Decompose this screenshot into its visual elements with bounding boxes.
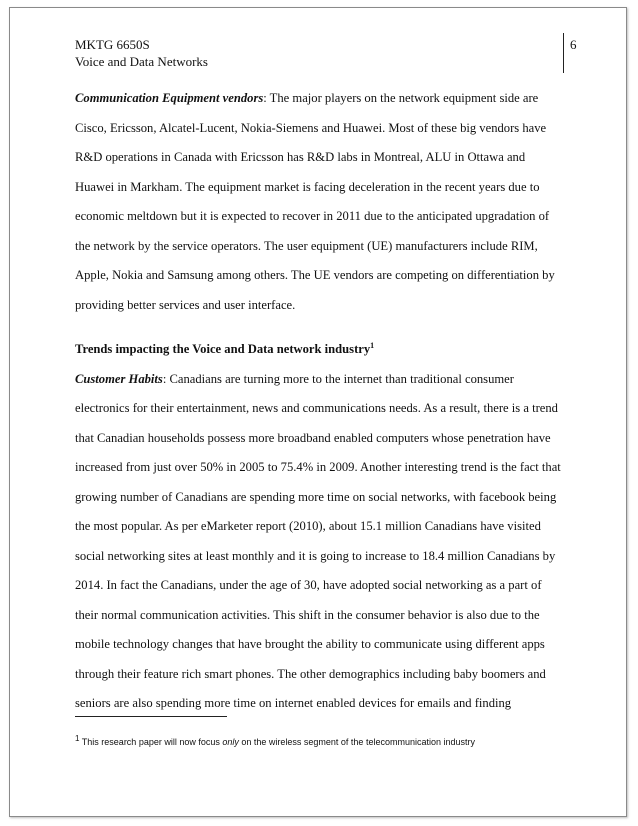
paragraph-line: Apple, Nokia and Samsung among others. The UE vendors are competing on differentiation by <box>75 268 555 282</box>
paragraph-line: through their feature rich smart phones. The other demographics including baby boomers and <box>75 666 546 681</box>
paragraph-line: the most popular. As per eMarketer report (2010), about 15.1 million Canadians have visited <box>75 519 541 533</box>
header-divider <box>563 33 564 73</box>
paragraph-line: their normal communication activities. This shift in the consumer behavior is also due to the <box>75 607 540 622</box>
paper-subtitle: Voice and Data Networks <box>75 54 208 69</box>
paragraph-line: seniors are also spending more time on internet enabled devices for emails and finding <box>75 696 512 710</box>
paragraph-line: social networking sites at least monthly and it is going to increase to 18.4 million Canadians by <box>75 548 556 563</box>
running-header <box>75 36 208 70</box>
course-code: MKTG 6650S <box>75 37 150 52</box>
paragraph-line: providing better services and user interface. <box>75 297 296 312</box>
paragraph-line: mobile technology changes that have brought the ability to communicate using different apps <box>75 637 545 651</box>
paragraph-line: Customer Habits: Canadians are turning more to the internet than traditional consumer <box>75 371 514 386</box>
paragraph-line: electronics for their entertainment, news and communications needs. As a result, there is a trend <box>75 401 558 415</box>
section-trends <box>75 339 570 723</box>
paragraph-line: that Canadian households possess more broadband enabled computers whose penetration have <box>75 430 551 445</box>
section-equipment-vendors <box>75 88 570 324</box>
lead-term: Customer Habits <box>75 371 163 386</box>
paragraph-line: Huawei in Markham. The equipment market is facing deceleration in the recent years due to <box>75 179 540 194</box>
paragraph-line: 2014. In fact the Canadians, under the age of 30, have adopted social networking as a part of <box>75 578 542 592</box>
lead-term: Communication Equipment vendors <box>75 91 264 105</box>
paragraph-line: Cisco, Ericsson, Alcatel-Lucent, Nokia-Siemens and Huawei. Most of these big vendors have <box>75 120 547 135</box>
paragraph-line: increased from just over 50% in 2005 to 75.4% in 2009. Another interesting trend is the fact that <box>75 460 561 474</box>
paragraph-line: the network by the service operators. The user equipment (UE) manufacturers include RIM, <box>75 238 538 253</box>
page-number: 6 <box>570 37 577 52</box>
paragraph-line: economic meltdown but it is expected to recover in 2011 due to the anticipated upgradation of <box>75 209 550 223</box>
footnote: $^1$ This research paper will now focus only on the wireless segment of the telecommunication industry <box>75 734 475 747</box>
paragraph-line: growing number of Canadians are spending more time on social networks, with facebook being <box>75 489 557 504</box>
footnote-separator <box>75 716 227 717</box>
paragraph-line: Communication Equipment vendors: The major players on the network equipment side are <box>75 91 539 105</box>
footnote-reference: 1 <box>370 340 375 350</box>
paragraph-line: R&D operations in Canada with Ericsson has R&D labs in Montreal, ALU in Ottawa and <box>75 150 526 164</box>
section-heading: Trends impacting the Voice and Data network industry$^1$ <box>75 340 375 356</box>
footnote-marker: 1 <box>75 734 80 743</box>
